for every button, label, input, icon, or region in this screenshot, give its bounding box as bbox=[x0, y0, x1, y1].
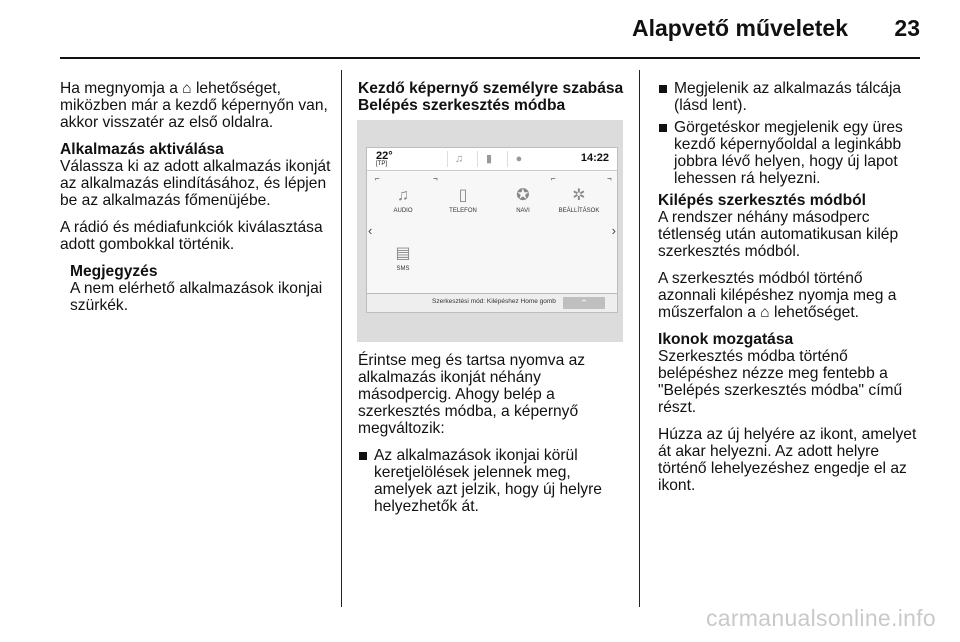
customize-heading: Kezdő képernyő személyre szabása bbox=[358, 80, 624, 97]
header-rule bbox=[60, 57, 920, 59]
app-settings[interactable] bbox=[555, 186, 603, 214]
bullet-text: Görgetéskor megjelenik egy üres kezdő képernyőoldal a leginkább jobbra lévő helyen, hogy új lapot lehessen rá helyezni. bbox=[674, 119, 903, 187]
sms-icon: ▤ bbox=[395, 245, 411, 262]
app-label: AUDIO bbox=[393, 208, 413, 214]
app-label: BEÁLLÍTÁSOK bbox=[558, 208, 600, 214]
tray-toggle-button[interactable] bbox=[563, 297, 605, 309]
bullet-icon bbox=[359, 452, 367, 460]
edit-mode-body: Érintse meg és tartsa nyomva az alkalmazás ikonját néhány másodpercig. Ahogy belép a szerkesztés módba, a képernyő megváltozik: bbox=[358, 352, 586, 437]
page-title: Alapvető műveletek bbox=[631, 15, 848, 41]
note-heading: Megjegyzés bbox=[70, 263, 158, 280]
move-text-1: Szerkesztés módba történő belépéshez nézze meg fentebb a "Belépés szerkesztés módba" című részt. bbox=[658, 348, 903, 416]
app-audio[interactable] bbox=[379, 186, 427, 214]
edit-mode-bar bbox=[367, 293, 617, 312]
radio-text: A rádió és médiafunkciók kiválasztása adott gombokkal történik. bbox=[60, 219, 323, 253]
list-item bbox=[358, 447, 628, 515]
chevron-up-icon: ⌃ bbox=[580, 298, 588, 308]
exit-text-2: A szerkesztés módból történő azonnali kilépéshez nyomja meg a műszerfalon a ⌂ lehetőséget. bbox=[658, 270, 897, 321]
column-divider-2 bbox=[639, 70, 640, 607]
tp-indicator: [TP] bbox=[376, 161, 388, 167]
scroll-left-icon[interactable]: ‹ bbox=[368, 223, 373, 238]
intro-text: Ha megnyomja a ⌂ lehetőséget, miközben már a kezdő képernyőn van, akkor visszatér az első oldalra. bbox=[60, 80, 328, 131]
status-bar bbox=[367, 148, 617, 171]
temperature: 22° bbox=[376, 150, 393, 162]
column-2 bbox=[358, 80, 626, 114]
column-2-body bbox=[358, 352, 628, 520]
clock: 14:22 bbox=[580, 152, 609, 164]
column-divider-1 bbox=[341, 70, 342, 607]
app-sms[interactable] bbox=[379, 244, 427, 272]
list-item bbox=[658, 119, 922, 187]
music-icon: ♫ bbox=[447, 151, 470, 167]
phone-icon: ▯ bbox=[458, 187, 468, 204]
app-telefon[interactable] bbox=[439, 186, 487, 214]
compass-icon: ✪ bbox=[516, 187, 530, 204]
app-label: TELEFON bbox=[449, 208, 477, 214]
frame-corner-icon: ¬ bbox=[607, 174, 612, 183]
app-label: NAVI bbox=[516, 208, 530, 214]
column-1 bbox=[60, 80, 332, 314]
exit-heading: Kilépés szerkesztés módból bbox=[658, 192, 866, 209]
home-screen-figure bbox=[357, 120, 623, 342]
bullet-text: Megjelenik az alkalmazás tálcája (lásd lent). bbox=[674, 80, 902, 114]
audio-icon: ♫ bbox=[397, 187, 409, 204]
note-text: A nem elérhető alkalmazások ikonjai szürkék. bbox=[70, 280, 323, 314]
edit-mode-text: Szerkesztési mód: Kilépéshez Home gomb bbox=[432, 298, 556, 305]
app-label: SMS bbox=[396, 266, 410, 272]
list-item bbox=[658, 80, 922, 114]
phone-icon: ▮ bbox=[477, 151, 500, 167]
home-screen bbox=[366, 147, 618, 313]
app-navi[interactable] bbox=[499, 186, 547, 214]
note-box bbox=[60, 263, 332, 314]
bullet-text: Az alkalmazások ikonjai körül keretjelölések jelennek meg, amelyek azt jelzik, hogy új helyre helyezhetők át. bbox=[374, 447, 602, 515]
watermark: carmanualsonline.info bbox=[705, 605, 936, 631]
bullet-icon bbox=[659, 124, 667, 132]
page-number: 23 bbox=[894, 15, 920, 41]
frame-corner-icon: ¬ bbox=[433, 174, 438, 183]
exit-text-1: A rendszer néhány másodperc tétlenség után automatikusan kilép szerkesztés módból. bbox=[658, 209, 899, 260]
edit-mode-heading: Belépés szerkesztés módba bbox=[358, 97, 566, 114]
gear-icon: ✲ bbox=[572, 187, 586, 204]
scroll-right-icon[interactable]: › bbox=[611, 223, 616, 238]
bullet-icon bbox=[659, 85, 667, 93]
activate-heading: Alkalmazás aktiválása bbox=[60, 141, 224, 158]
frame-corner-icon: ⌐ bbox=[551, 174, 556, 183]
frame-corner-icon: ⌐ bbox=[375, 174, 380, 183]
move-text-2: Húzza az új helyére az ikont, amelyet át akar helyezni. Az adott helyre történő lehelyezéshez engedje el az ikont. bbox=[658, 426, 917, 494]
column-3 bbox=[658, 80, 922, 504]
move-heading: Ikonok mozgatása bbox=[658, 331, 794, 348]
activate-text: Válassza ki az adott alkalmazás ikonját az alkalmazás elindításához, és lépjen be az alkalmazás főmenüjébe. bbox=[60, 158, 331, 209]
circle-icon: ● bbox=[507, 151, 530, 167]
